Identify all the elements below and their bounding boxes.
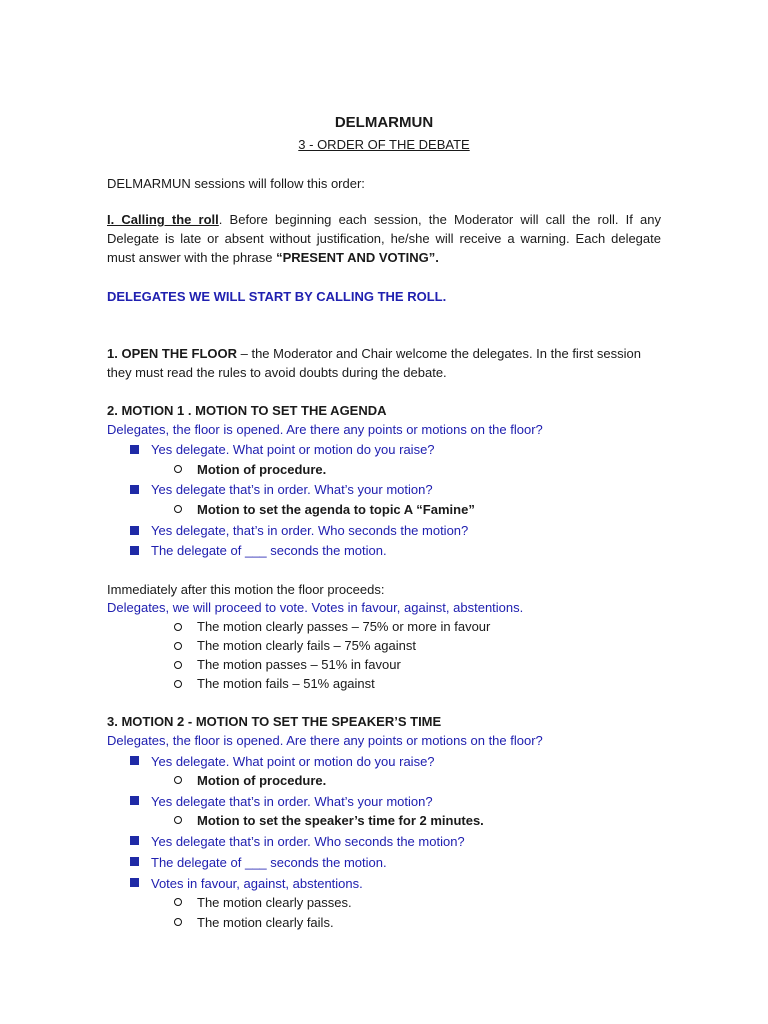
square-bullet-icon [130, 445, 139, 454]
circle-bullet-icon [174, 661, 182, 669]
open-floor-heading: 1. OPEN THE FLOOR [107, 346, 238, 361]
motion1-sub-1: Motion of procedure. [197, 462, 327, 477]
motion1-opening: Delegates, the floor is opened. Are there any points or motions on the floor? [107, 422, 543, 437]
circle-bullet-icon [174, 898, 182, 906]
motion2-bullet-5: Votes in favour, against, abstentions. [151, 876, 363, 891]
calling-roll-phrase: “PRESENT AND VOTING”. [276, 250, 439, 265]
vote-after-text: Immediately after this motion the floor proceeds: [107, 582, 385, 597]
document-subtitle: 3 - ORDER OF THE DEBATE [298, 137, 470, 152]
square-bullet-icon [130, 756, 139, 765]
motion2-bullet-1: Yes delegate. What point or motion do you raise? [151, 754, 435, 769]
motion1-sub-2: Motion to set the agenda to topic A “Famine” [197, 502, 475, 517]
square-bullet-icon [130, 836, 139, 845]
circle-bullet-icon [174, 642, 182, 650]
calling-roll-paragraph [107, 210, 661, 267]
vote-proceed-text: Delegates, we will proceed to vote. Votes in favour, against, abstentions. [107, 600, 524, 615]
motion2-opening: Delegates, the floor is opened. Are there any points or motions on the floor? [107, 733, 543, 748]
circle-bullet-icon [174, 816, 182, 824]
motion1-bullet-3: Yes delegate, that’s in order. Who seconds the motion? [151, 523, 469, 538]
calling-roll-script: DELEGATES WE WILL START BY CALLING THE ROLL. [107, 289, 447, 304]
motion2-sub-4: The motion clearly fails. [197, 915, 334, 930]
circle-bullet-icon [174, 623, 182, 631]
square-bullet-icon [130, 878, 139, 887]
motion2-heading: 3. MOTION 2 - MOTION TO SET THE SPEAKER’S TIME [107, 714, 442, 729]
circle-bullet-icon [174, 918, 182, 926]
circle-bullet-icon [174, 776, 182, 784]
motion2-sub-3: The motion clearly passes. [197, 895, 352, 910]
vote-outcome: The motion clearly passes – 75% or more in favour [197, 619, 491, 634]
square-bullet-icon [130, 796, 139, 805]
motion1-bullet-1: Yes delegate. What point or motion do you raise? [151, 442, 435, 457]
motion1-bullet-2: Yes delegate that’s in order. What’s your motion? [151, 482, 433, 497]
vote-outcome: The motion fails – 51% against [197, 676, 375, 691]
square-bullet-icon [130, 526, 139, 535]
open-floor-line-1 [107, 344, 641, 363]
motion2-bullet-2: Yes delegate that’s in order. What’s your motion? [151, 794, 433, 809]
motion2-bullet-3: Yes delegate that’s in order. Who seconds the motion? [151, 834, 465, 849]
circle-bullet-icon [174, 465, 182, 473]
calling-roll-text: . Before beginning each session, the Moderator will call the roll. If any Delegate is late or absent without justification, he/she will receive a warning. Each delegate must answer with the phrase [107, 212, 661, 265]
vote-outcome: The motion passes – 51% in favour [197, 657, 401, 672]
motion1-heading: 2. MOTION 1 . MOTION TO SET THE AGENDA [107, 403, 387, 418]
open-floor-line-2: they must read the rules to avoid doubts during the debate. [107, 365, 447, 380]
circle-bullet-icon [174, 680, 182, 688]
motion2-bullet-4: The delegate of ___ seconds the motion. [151, 855, 387, 870]
square-bullet-icon [130, 485, 139, 494]
calling-roll-heading: I. Calling the roll [107, 212, 219, 227]
square-bullet-icon [130, 546, 139, 555]
circle-bullet-icon [174, 505, 182, 513]
motion2-sub-2: Motion to set the speaker’s time for 2 minutes. [197, 813, 484, 828]
motion1-bullet-4: The delegate of ___ seconds the motion. [151, 543, 387, 558]
document-title: DELMARMUN [334, 114, 434, 131]
vote-outcome: The motion clearly fails – 75% against [197, 638, 416, 653]
square-bullet-icon [130, 857, 139, 866]
open-floor-text: – the Moderator and Chair welcome the delegates. In the first session [237, 346, 641, 361]
intro-text: DELMARMUN sessions will follow this order: [107, 176, 365, 191]
motion2-sub-1: Motion of procedure. [197, 773, 327, 788]
